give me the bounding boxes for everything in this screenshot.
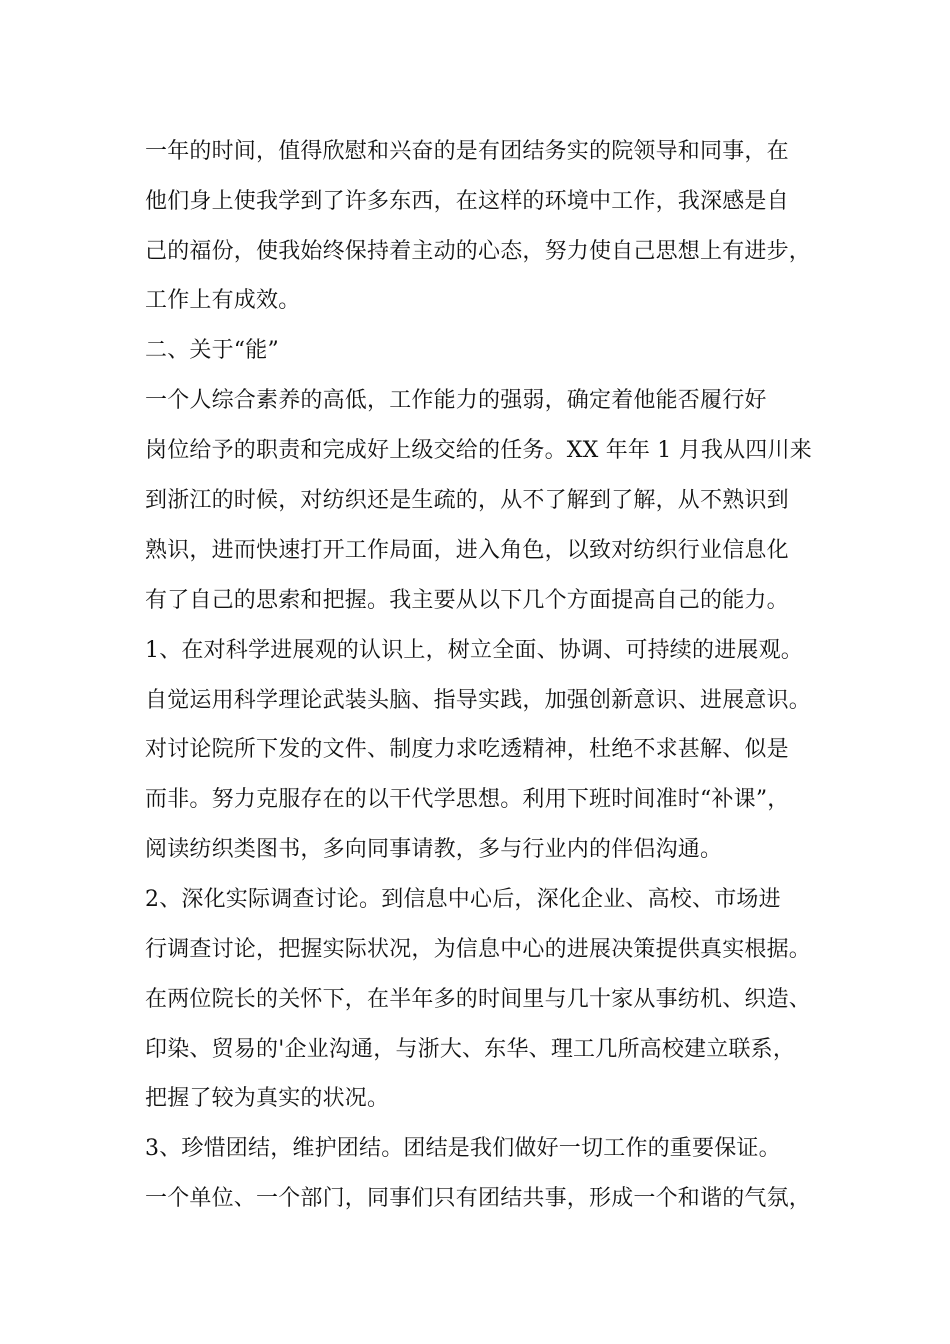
text-line: 工作上有成效。	[145, 288, 301, 313]
text-line: 而非。努力克服存在的以干代学思想。利用下班时间准时“补课”，	[145, 787, 790, 812]
text-line: 1、在对科学进展观的认识上，树立全面、协调、可持续的进展观。	[145, 638, 803, 663]
text-line: 一个人综合素养的高低，工作能力的强弱，确定着他能否履行好	[145, 388, 767, 413]
text-line: 对讨论院所下发的文件、制度力求吃透精神，杜绝不求甚解、似是	[145, 737, 789, 762]
text-line: 3、珍惜团结，维护团结。团结是我们做好一切工作的重要保证。	[145, 1136, 781, 1161]
text-line: 熟识，进而快速打开工作局面，进入角色，以致对纺织行业信息化	[145, 538, 789, 563]
text-line: 一年的时间，值得欣慰和兴奋的是有团结务实的院领导和同事，在	[145, 139, 789, 164]
text-line: 岗位给予的职责和完成好上级交给的任务。XX 年年 1 月我从四川来	[145, 438, 812, 463]
section-heading: 二、关于“能”	[145, 338, 279, 363]
text-line: 把握了较为真实的状况。	[145, 1086, 390, 1111]
text-line: 自觉运用科学理论武装头脑、指导实践，加强创新意识、进展意识。	[145, 688, 812, 713]
text-line: 在两位院长的关怀下，在半年多的时间里与几十家从事纺机、织造、	[145, 987, 812, 1012]
text-line: 2、深化实际调查讨论。到信息中心后，深化企业、高校、市场进	[145, 887, 781, 912]
text-line: 他们身上使我学到了许多东西，在这样的环境中工作，我深感是自	[145, 189, 789, 214]
text-line: 印染、贸易的'企业沟通，与浙大、东华、理工几所高校建立联系，	[145, 1037, 796, 1062]
text-line: 一个单位、一个部门，同事们只有团结共事，形成一个和谐的气氛，	[145, 1186, 812, 1211]
text-line: 阅读纺织类图书，多向同事请教，多与行业内的伴侣沟通。	[145, 837, 723, 862]
text-line: 有了自己的思索和把握。我主要从以下几个方面提高自己的能力。	[145, 588, 789, 613]
text-line: 行调查讨论，把握实际状况，为信息中心的进展决策提供真实根据。	[145, 937, 812, 962]
text-line: 己的福份，使我始终保持着主动的心态，努力使自己思想上有进步，	[145, 239, 812, 264]
text-line: 到浙江的时候，对纺织还是生疏的，从不了解到了解，从不熟识到	[145, 488, 789, 513]
